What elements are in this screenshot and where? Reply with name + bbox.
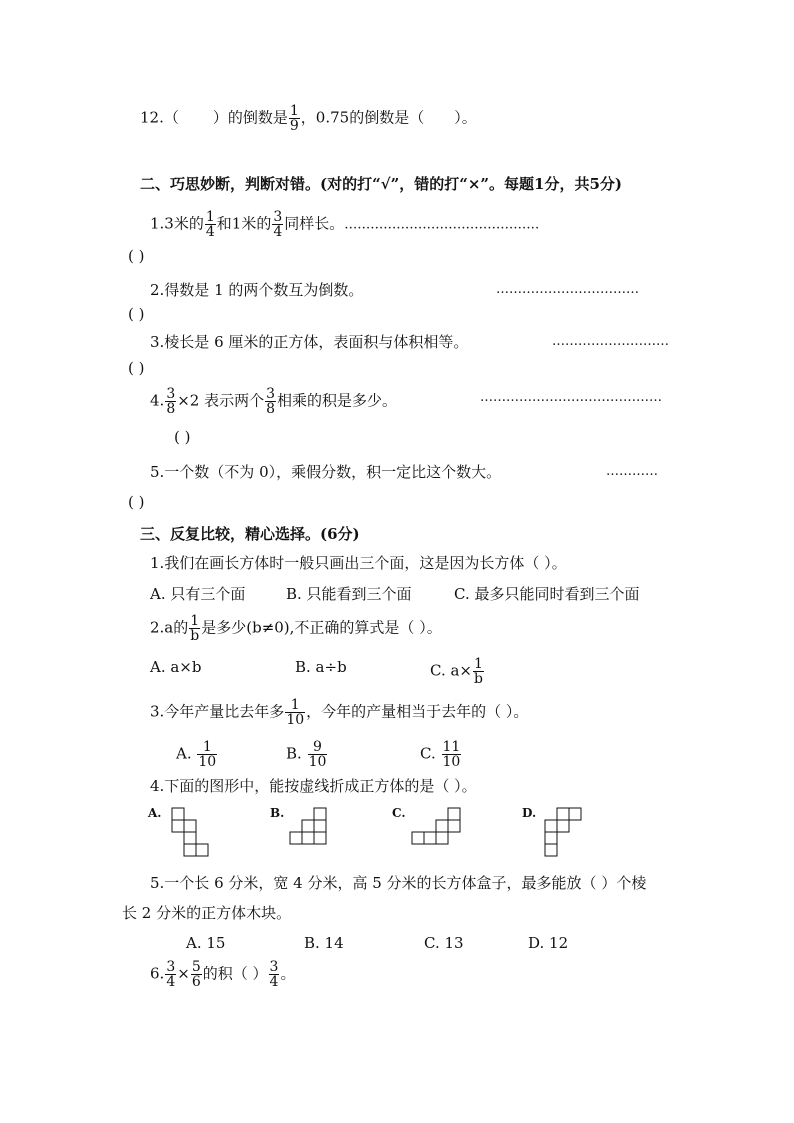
cube-net-d[interactable] [545,808,585,860]
fraction-1-4: $\frac{1}{4}$ [205,209,215,240]
fraction-3-4-a: $\frac{3}{4}$ [166,959,176,990]
judge-1: 1.3米的 $\frac{1}{4}$ 和1米的 $\frac{3}{4}$ 同样长。……………………………………… [150,209,540,240]
choice-6-question: 6. $\frac{3}{4}$ × $\frac{5}{6}$ 的积（ ） $\frac{3}{4}$ 。 [150,959,296,990]
choice-3-option-b[interactable]: B. $\frac{9}{10}$ [286,739,327,770]
answer-paren-5[interactable]: ( ) [128,493,145,511]
choice-2-question: 2.a的 $\frac{1}{b}$ 是多少(b≠0),不正确的算式是（ ）。 [150,613,442,644]
choice-1-option-a[interactable]: A. 只有三个面 [150,585,246,603]
fraction-5-6: $\frac{5}{6}$ [191,959,201,990]
q12-text: ）的倒数是 [212,108,288,127]
choice-3-question: 3.今年产量比去年多 $\frac{1}{10}$ ，今年的产量相当于去年的（ ）。 [150,697,529,728]
dot-leader: ……………………………………… [344,217,540,233]
q12-text-2: ，0.75的倒数是（ [300,108,425,127]
judge-4: 4. $\frac{3}{8}$ ×2 表示两个 $\frac{3}{8}$ 相乘的积是多少。 [150,386,398,417]
fraction-3-4: $\frac{3}{4}$ [273,209,283,240]
dot-leader-5: ………… [606,464,658,479]
fraction-1-b: $\frac{1}{b}$ [190,613,200,644]
fraction-3-4-b: $\frac{3}{4}$ [269,959,279,990]
choice-5-option-b[interactable]: B. 14 [304,934,344,952]
cube-net-c[interactable] [412,808,464,850]
judge-5: 5.一个数（不为 0），乘假分数，积一定比这个数大。 [150,463,502,481]
choice-2-option-b[interactable]: B. a÷b [295,658,347,676]
cube-net-a[interactable] [172,808,212,860]
q12-end: ）。 [454,108,477,127]
choice-1-option-c[interactable]: C. 最多只能同时看到三个面 [454,585,640,603]
choice-4-question: 4.下面的图形中，能按虚线折成正方体的是（ ）。 [150,777,477,795]
net-a-label[interactable]: A. [148,806,162,820]
choice-5-option-d[interactable]: D. 12 [528,934,569,952]
answer-paren-4[interactable]: ( ) [174,428,191,446]
q12-number: 12.（ [140,108,179,127]
answer-paren-1[interactable]: ( ) [128,247,145,265]
fraction-3-8-b: $\frac{3}{8}$ [266,386,276,417]
fraction-1-b-option: $\frac{1}{b}$ [474,656,483,687]
section-2-title: 二、巧思妙断，判断对错。(对的打“√”，错的打“×”。每题1分，共5分) [140,175,623,193]
net-c-label[interactable]: C. [392,806,406,820]
choice-1-option-b[interactable]: B. 只能看到三个面 [286,585,412,603]
choice-1-question: 1.我们在画长方体时一般只画出三个面，这是因为长方体（ ）。 [150,554,567,572]
choice-2-option-a[interactable]: A. a×b [150,658,202,676]
fraction-3-8: $\frac{3}{8}$ [166,386,176,417]
choice-2-option-c[interactable]: C. a× $\frac{1}{b}$ [430,656,483,687]
choice-5-option-a[interactable]: A. 15 [186,934,226,952]
judge-3: 3.棱长是 6 厘米的正方体，表面积与体积相等。 [150,333,469,351]
choice-5-question-line2: 长 2 分米的正方体木块。 [122,904,292,922]
judge-2: 2.得数是 1 的两个数互为倒数。 [150,281,364,299]
fraction-1-10: $\frac{1}{10}$ [286,697,305,728]
net-d-label[interactable]: D. [522,806,537,820]
dot-leader-4: …………………………………… [480,390,662,405]
net-b-label[interactable]: B. [270,806,285,820]
section-3-title: 三、反复比较，精心选择。(6分) [140,525,360,543]
fraction-1-9: $\frac{1}{9}$ [289,103,299,134]
choice-5-question-line1: 5.一个长 6 分米，宽 4 分米，高 5 分米的长方体盒子，最多能放（ ）个棱 [150,874,647,892]
cube-net-b[interactable] [290,808,340,850]
dot-leader-2: …………………………… [496,282,639,297]
dot-leader-3: ……………………… [552,334,669,349]
answer-paren-3[interactable]: ( ) [128,359,145,377]
answer-paren-2[interactable]: ( ) [128,305,145,323]
q12-line [140,104,477,133]
choice-5-option-c[interactable]: C. 13 [424,934,464,952]
choice-3-option-c[interactable]: C. $\frac{11}{10}$ [420,739,461,770]
choice-3-option-a[interactable]: A. $\frac{1}{10}$ [176,739,217,770]
